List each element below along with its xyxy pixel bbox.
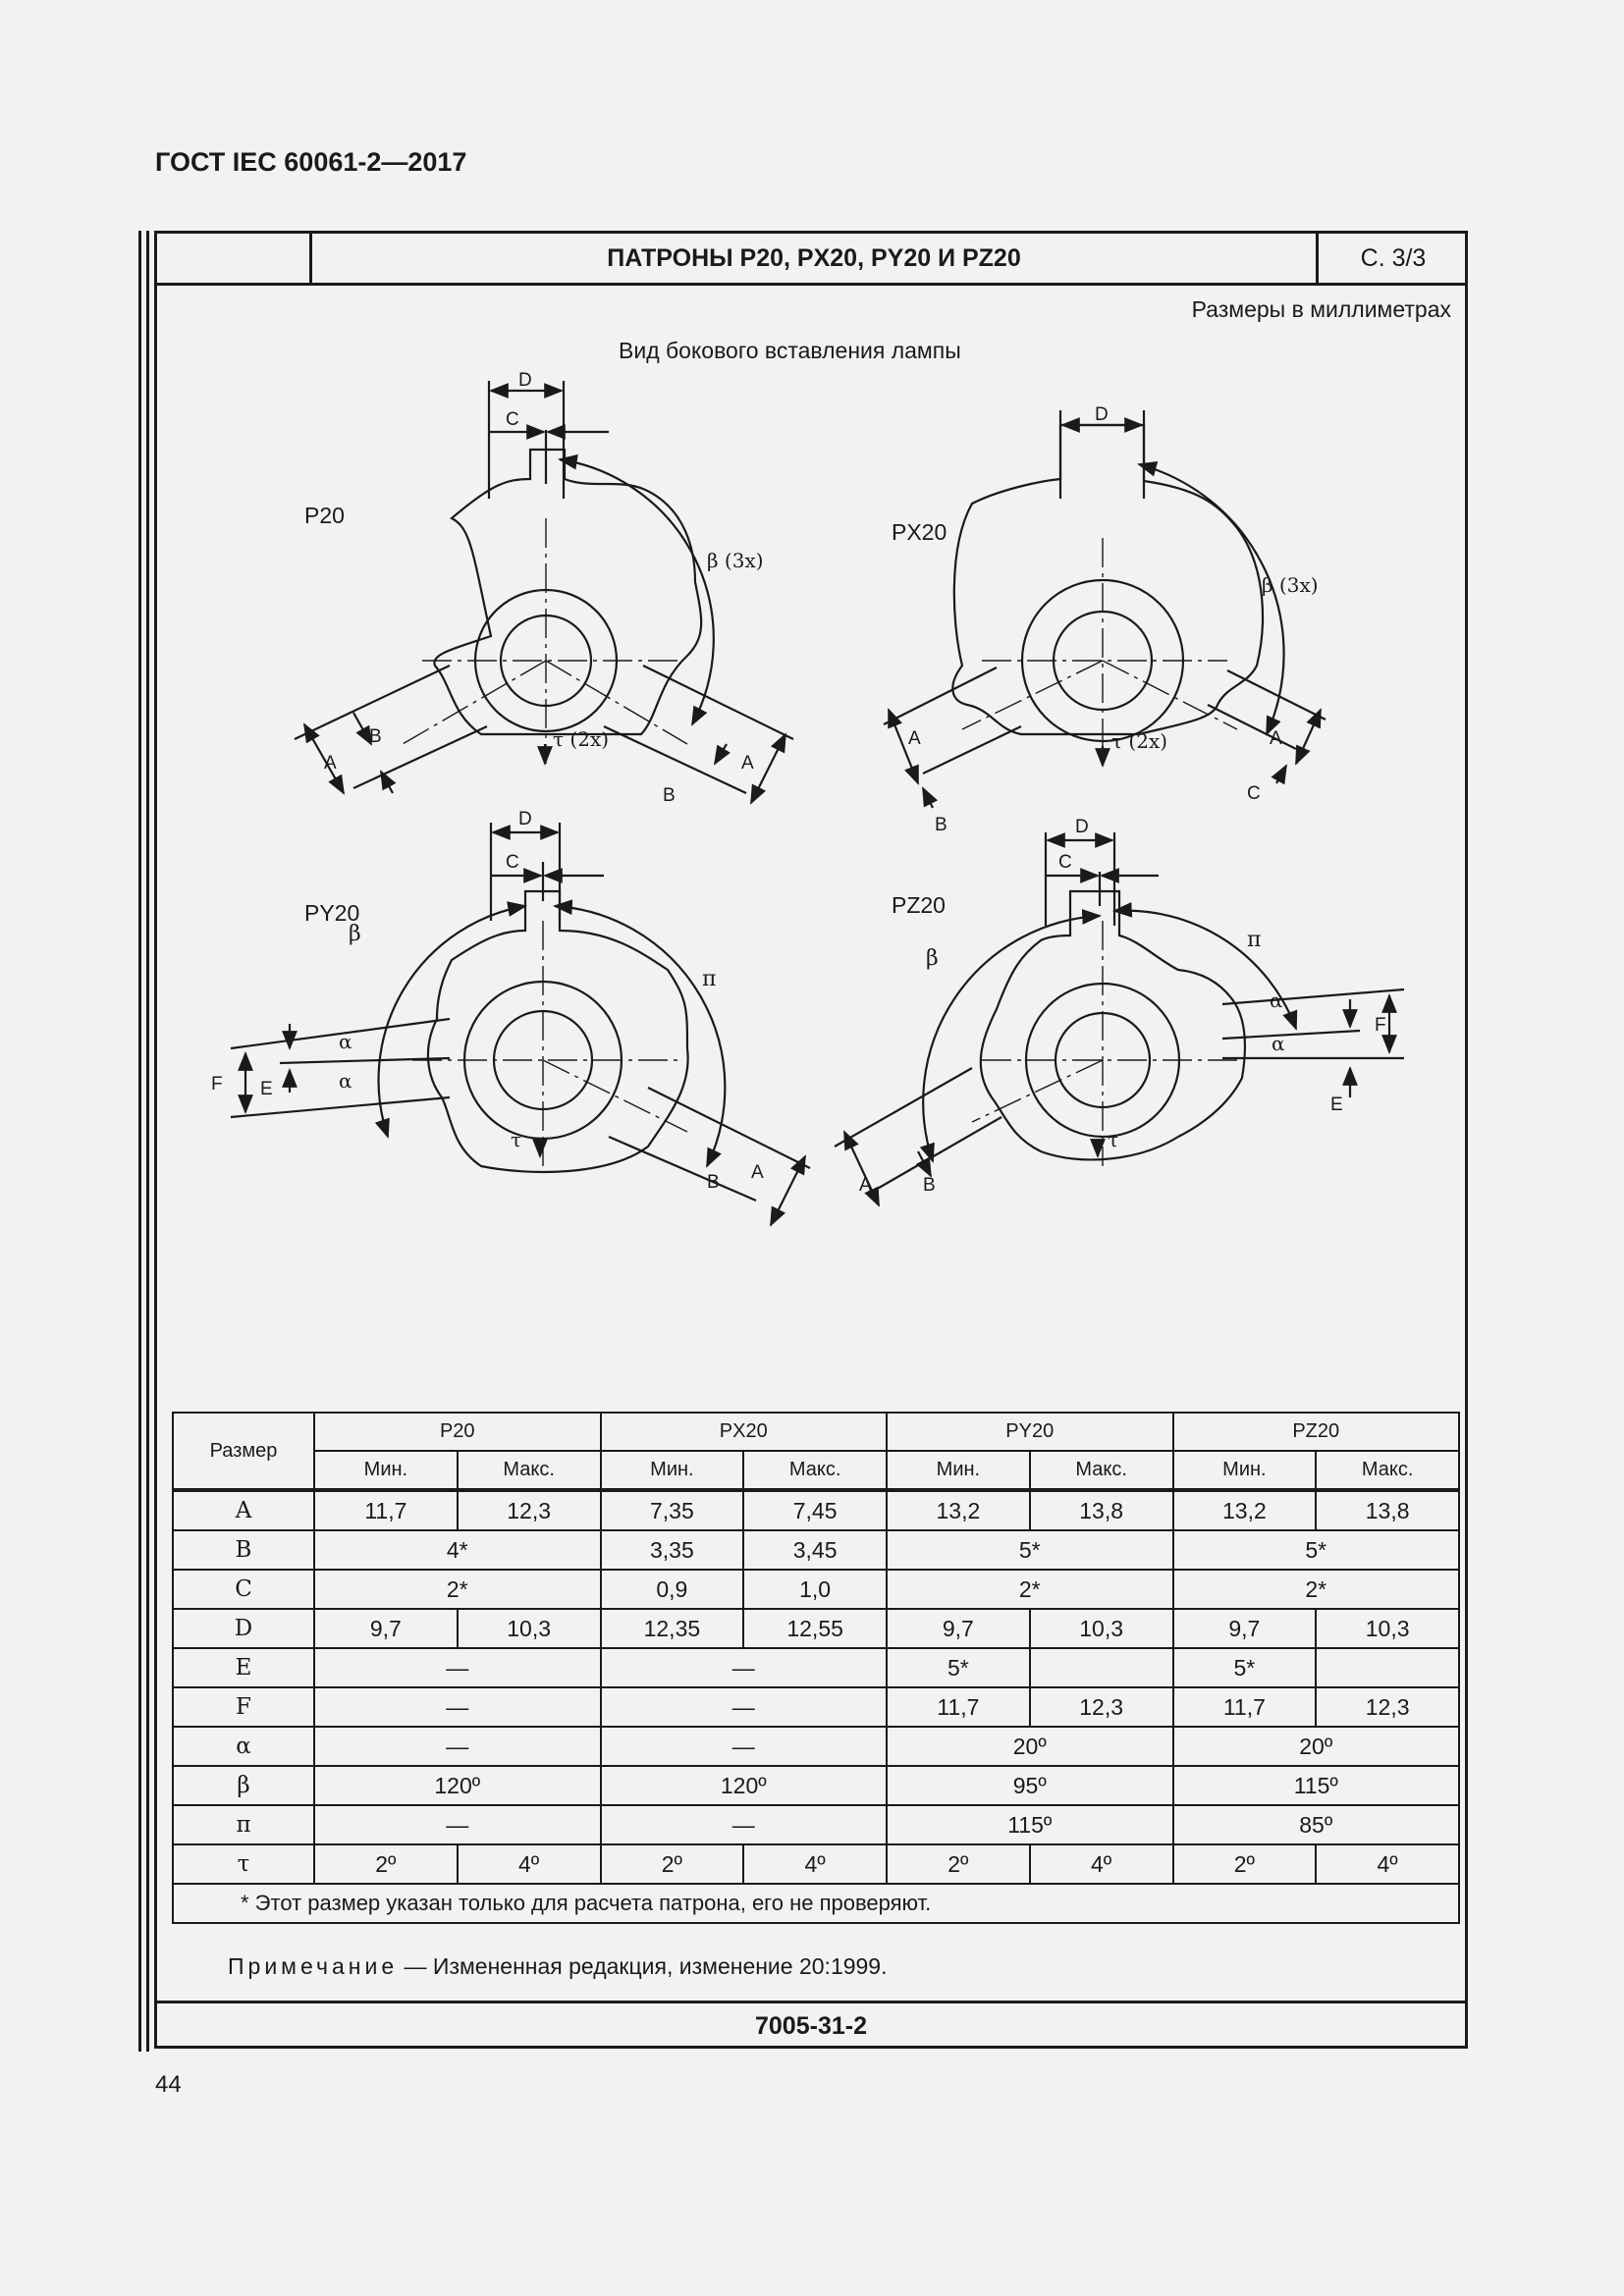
py20-dim-alpha-bottom: α xyxy=(339,1069,352,1093)
table-row-alpha xyxy=(173,1727,1459,1766)
param-cell: D xyxy=(173,1609,314,1648)
group-header-p20: P20 xyxy=(314,1413,601,1451)
value-cell: 0,9 xyxy=(601,1570,744,1609)
param-cell: C xyxy=(173,1570,314,1609)
value-cell xyxy=(1030,1648,1173,1687)
group-header-pz20: PZ20 xyxy=(1173,1413,1460,1451)
p20-dim-a-right: A xyxy=(741,753,754,774)
value-cell: — xyxy=(314,1805,601,1844)
py20-dim-pi: π xyxy=(702,967,717,991)
p20-outer-contour xyxy=(434,450,701,734)
max-header: Макс. xyxy=(1316,1451,1459,1490)
py20-dim-alpha-top: α xyxy=(339,1030,352,1053)
param-cell: B xyxy=(173,1530,314,1570)
table-row-tau xyxy=(173,1844,1459,1884)
p20-dim-tau: τ (2x) xyxy=(553,727,610,751)
pz20-dim-c: C xyxy=(1058,852,1072,873)
min-header: Мин. xyxy=(601,1451,744,1490)
px20-dim-beta: β (3x) xyxy=(1262,573,1319,597)
value-cell: 12,3 xyxy=(1030,1687,1173,1727)
py20-dim-tau: τ xyxy=(511,1128,522,1151)
p20-dim-beta: β (3x) xyxy=(707,549,764,572)
left-rule-inner xyxy=(146,231,149,2052)
table-row-d xyxy=(173,1609,1459,1648)
max-header: Макс. xyxy=(458,1451,601,1490)
value-cell: — xyxy=(601,1648,888,1687)
pz20-dim-pi: π xyxy=(1247,928,1262,952)
value-cell: 12,3 xyxy=(458,1490,601,1530)
p20-dim-c: C xyxy=(506,409,519,430)
py20-label: PY20 xyxy=(304,900,360,926)
dimensions-table xyxy=(172,1412,1460,1924)
table-row-a xyxy=(173,1490,1459,1530)
header-empty-cell xyxy=(157,234,312,283)
py20-dim-e: E xyxy=(260,1079,273,1099)
note xyxy=(228,1953,888,1980)
param-cell: A xyxy=(173,1490,314,1530)
value-cell: 2* xyxy=(887,1570,1173,1609)
value-cell: 13,2 xyxy=(1173,1490,1317,1530)
value-cell: 4º xyxy=(458,1844,601,1884)
p20-dim-b-left: B xyxy=(369,726,382,747)
value-cell: 20º xyxy=(1173,1727,1460,1766)
value-cell: 7,35 xyxy=(601,1490,744,1530)
value-cell: 2* xyxy=(314,1570,601,1609)
pz20-dim-b: B xyxy=(923,1175,936,1196)
py20-dim-f: F xyxy=(211,1074,223,1095)
py20-dim-a: A xyxy=(751,1162,764,1183)
document-code: ГОСТ IEC 60061-2—2017 xyxy=(155,147,467,177)
p20-label: P20 xyxy=(304,503,345,528)
value-cell: — xyxy=(314,1648,601,1687)
value-cell: 2* xyxy=(1173,1570,1460,1609)
value-cell: 4* xyxy=(314,1530,601,1570)
page-number: 44 xyxy=(155,2071,182,2098)
value-cell: — xyxy=(314,1687,601,1727)
value-cell: — xyxy=(314,1727,601,1766)
value-cell: 115º xyxy=(887,1805,1173,1844)
px20-label: PX20 xyxy=(892,519,947,545)
min-header: Мин. xyxy=(887,1451,1030,1490)
view-title: Вид бокового вставления лампы xyxy=(619,338,961,363)
px20-dim-a-right: A xyxy=(1270,728,1282,749)
pz20-dim-d: D xyxy=(1075,817,1089,837)
py20-diagram xyxy=(211,809,810,1225)
table-row-beta xyxy=(173,1766,1459,1805)
note-text: Измененная редакция, изменение 20:1999. xyxy=(432,1953,888,1979)
min-header: Мин. xyxy=(314,1451,458,1490)
value-cell: 9,7 xyxy=(887,1609,1030,1648)
min-header: Мин. xyxy=(1173,1451,1317,1490)
pz20-diagram xyxy=(835,817,1404,1205)
value-cell: 5* xyxy=(1173,1648,1317,1687)
value-cell: 2º xyxy=(887,1844,1030,1884)
pz20-outer-contour xyxy=(981,891,1245,1159)
px20-diagram xyxy=(884,404,1326,835)
note-dash: — xyxy=(404,1953,427,1979)
pz20-dim-beta: β xyxy=(926,946,939,971)
table-row-pi xyxy=(173,1805,1459,1844)
pz20-label: PZ20 xyxy=(892,892,946,918)
value-cell: 12,35 xyxy=(601,1609,744,1648)
value-cell xyxy=(1316,1648,1459,1687)
py20-outer-contour xyxy=(428,891,688,1172)
table-row-b xyxy=(173,1530,1459,1570)
px20-dim-b-left: B xyxy=(935,815,947,835)
note-label: Примечание xyxy=(228,1953,399,1979)
value-cell: — xyxy=(601,1727,888,1766)
table-row-c xyxy=(173,1570,1459,1609)
value-cell: 3,45 xyxy=(743,1530,887,1570)
p20-diagram xyxy=(295,371,793,806)
table-footnote: * Этот размер указан только для расчета патрона, его не проверяют. xyxy=(173,1884,1459,1923)
py20-dim-c: C xyxy=(506,852,519,873)
value-cell: 120º xyxy=(314,1766,601,1805)
standard-sheet-frame xyxy=(154,231,1468,2049)
group-header-px20: PX20 xyxy=(601,1413,888,1451)
value-cell: 85º xyxy=(1173,1805,1460,1844)
value-cell: 13,8 xyxy=(1030,1490,1173,1530)
p20-dim-b-right: B xyxy=(663,785,676,806)
pz20-dim-alpha-top: α xyxy=(1270,988,1283,1012)
value-cell: 2º xyxy=(1173,1844,1317,1884)
pz20-dim-tau: τ xyxy=(1108,1128,1119,1151)
value-cell: 11,7 xyxy=(314,1490,458,1530)
value-cell: 120º xyxy=(601,1766,888,1805)
sheet-title: ПАТРОНЫ P20, PX20, PY20 И PZ20 xyxy=(312,234,1319,283)
left-rule xyxy=(138,231,141,2052)
param-cell: α xyxy=(173,1727,314,1766)
value-cell: 5* xyxy=(887,1648,1030,1687)
sheet-number: 7005-31-2 xyxy=(157,2001,1465,2049)
value-cell: 5* xyxy=(1173,1530,1460,1570)
param-cell: F xyxy=(173,1687,314,1727)
sheet-page-number: С. 3/3 xyxy=(1360,244,1427,272)
value-cell: 2º xyxy=(314,1844,458,1884)
value-cell: 1,0 xyxy=(743,1570,887,1609)
value-cell: 10,3 xyxy=(458,1609,601,1648)
px20-dim-tau: τ (2x) xyxy=(1111,729,1168,753)
value-cell: 20º xyxy=(887,1727,1173,1766)
pz20-dim-a: A xyxy=(859,1175,872,1196)
value-cell: 7,45 xyxy=(743,1490,887,1530)
py20-dim-beta: β xyxy=(349,922,361,946)
value-cell: 10,3 xyxy=(1030,1609,1173,1648)
value-cell: 10,3 xyxy=(1316,1609,1459,1648)
p20-dim-a-left: A xyxy=(324,753,337,774)
table-row-f xyxy=(173,1687,1459,1727)
value-cell: 13,8 xyxy=(1316,1490,1459,1530)
value-cell: 2º xyxy=(601,1844,744,1884)
value-cell: 12,3 xyxy=(1316,1687,1459,1727)
pz20-dim-alpha-bottom: α xyxy=(1272,1032,1285,1055)
value-cell: 5* xyxy=(887,1530,1173,1570)
pz20-dim-f: F xyxy=(1375,1015,1386,1036)
value-cell: 4º xyxy=(743,1844,887,1884)
value-cell: 4º xyxy=(1316,1844,1459,1884)
value-cell: 3,35 xyxy=(601,1530,744,1570)
table-footnote-row xyxy=(173,1884,1459,1923)
value-cell: 13,2 xyxy=(887,1490,1030,1530)
table-row-e xyxy=(173,1648,1459,1687)
py20-dim-d: D xyxy=(518,809,532,829)
value-cell: 9,7 xyxy=(1173,1609,1317,1648)
value-cell: 4º xyxy=(1030,1844,1173,1884)
units-note: Размеры в миллиметрах xyxy=(1191,296,1451,322)
py20-dim-b: B xyxy=(707,1172,720,1193)
value-cell: 11,7 xyxy=(887,1687,1030,1727)
value-cell: — xyxy=(601,1805,888,1844)
param-cell: E xyxy=(173,1648,314,1687)
p20-dim-d: D xyxy=(518,371,532,391)
px20-dim-c-right: C xyxy=(1247,783,1261,804)
px20-dim-d: D xyxy=(1095,404,1109,425)
max-header: Макс. xyxy=(1030,1451,1173,1490)
value-cell: — xyxy=(601,1687,888,1727)
param-cell: π xyxy=(173,1805,314,1844)
lampholder-drawings xyxy=(157,371,1465,1412)
value-cell: 115º xyxy=(1173,1766,1460,1805)
value-cell: 9,7 xyxy=(314,1609,458,1648)
group-header-py20: PY20 xyxy=(887,1413,1173,1451)
param-cell: τ xyxy=(173,1844,314,1884)
sheet-header xyxy=(157,234,1465,286)
param-header: Размер xyxy=(173,1413,314,1490)
value-cell: 12,55 xyxy=(743,1609,887,1648)
value-cell: 95º xyxy=(887,1766,1173,1805)
value-cell: 11,7 xyxy=(1173,1687,1317,1727)
px20-dim-a-left: A xyxy=(908,728,921,749)
max-header: Макс. xyxy=(743,1451,887,1490)
pz20-dim-e: E xyxy=(1330,1095,1343,1115)
param-cell: β xyxy=(173,1766,314,1805)
